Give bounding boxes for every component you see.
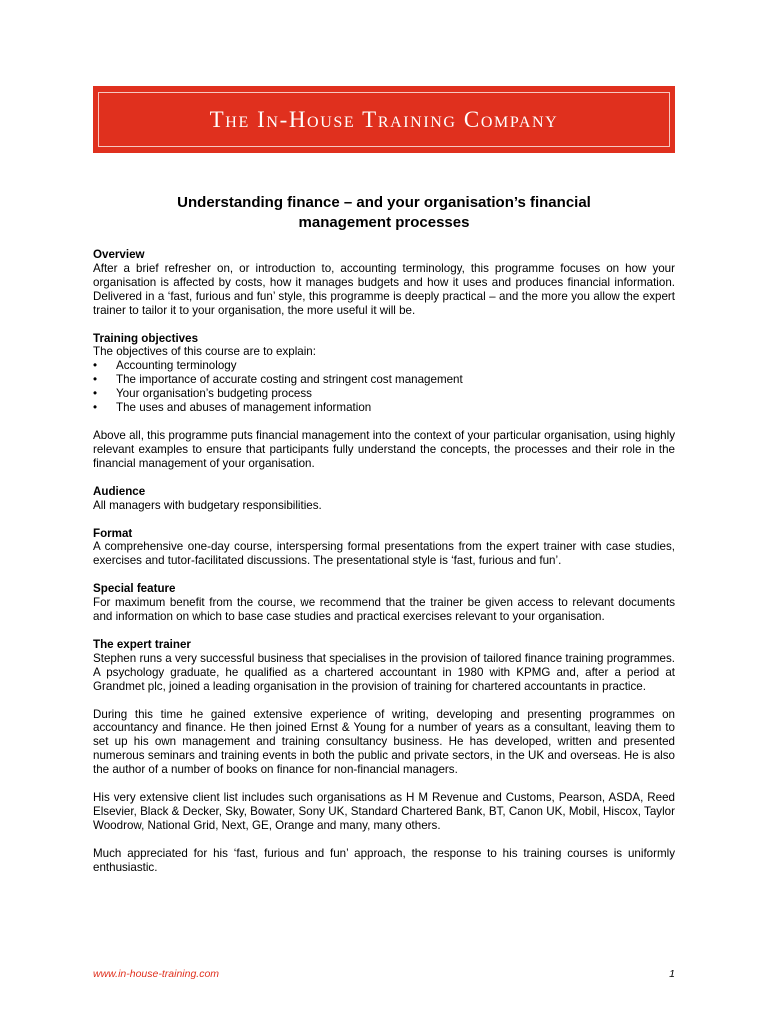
audience-heading: Audience <box>93 484 146 498</box>
document-body <box>93 248 675 875</box>
objectives-heading: Training objectives <box>93 331 199 345</box>
website-link[interactable]: www.in-house-training.com <box>93 968 220 980</box>
company-banner <box>93 86 675 153</box>
list-item: • The importance of accurate costing and stringent cost management <box>93 373 675 387</box>
list-item: • Your organisation’s budgeting process <box>93 387 675 401</box>
audience-text: All managers with budgetary responsibilities. <box>93 498 322 512</box>
document-title-line-2: management processes <box>298 214 470 231</box>
format-heading: Format <box>93 526 133 540</box>
format-text: A comprehensive one-day course, interspersing formal presentations from the expert trainer with case studies, exercises and tutor-facilitated discussions. The presentational style is ‘fast, furious and fun’. <box>93 540 675 568</box>
company-name: The In-House Training Company <box>209 106 559 132</box>
trainer-paragraph-4: Much appreciated for his ‘fast, furious and fun’ approach, the response to his training courses is uniformly enthusiastic. <box>93 846 675 874</box>
trainer-paragraph-2: During this time he gained extensive experience of writing, developing and presenting programmes on accountancy and finance. He then joined Ernst & Young for a number of years as a consultant, leaving them to set up his own management and training consultancy business. He has developed, written and presented numerous seminars and training events in both the public and private sectors, in the UK and overseas. He is also the author of a number of books on finance for non-financial managers. <box>93 707 675 777</box>
document-title <box>93 193 675 233</box>
objectives-list <box>93 359 675 415</box>
overview-heading: Overview <box>93 248 145 261</box>
document-title-line-1: Understanding finance – and your organisation’s financial <box>177 194 591 211</box>
special-feature-heading: Special feature <box>93 582 176 596</box>
objectives-intro: The objectives of this course are to explain: <box>93 345 316 359</box>
objectives-summary: Above all, this programme puts financial management into the context of your particular organisation, using highly relevant examples to ensure that participants fully understand the concepts, the processes and their role in the financial management of your organisation. <box>93 428 675 470</box>
trainer-heading: The expert trainer <box>93 637 191 651</box>
overview-text: After a brief refresher on, or introduction to, accounting terminology, this programme focuses on how your organisation is affected by costs, how it manages budgets and how it uses and produces financial information. Delivered in a ‘fast, furious and fun’ style, this programme is deeply practical – and the more you allow the expert trainer to tailor it to your organisation, the more useful it will be. <box>93 261 675 317</box>
trainer-paragraph-1: Stephen runs a very successful business that specialises in the provision of tailored finance training programmes. A psychology graduate, he qualified as a chartered accountant in 1980 with KPMG and, after a period at Grandmet plc, joined a leading organisation in the provision of training for chartered accountants in practice. <box>93 651 675 693</box>
list-item: • The uses and abuses of management information <box>93 401 675 415</box>
special-feature-text: For maximum benefit from the course, we recommend that the trainer be given access to relevant documents and information on which to base case studies and practical exercises relevant to your organisation. <box>93 596 675 624</box>
page-footer <box>93 968 675 980</box>
page-number: 1 <box>669 968 675 980</box>
trainer-paragraph-3: His very extensive client list includes such organisations as H M Revenue and Customs, Pearson, ASDA, Reed Elsevier, Black & Decker, Sky, Bowater, Sony UK, Standard Chartered Bank, BT, Canon UK, Mobil, Hiscox, Taylor Woodrow, National Grid, Next, GE, Orange and many, many others. <box>93 791 675 832</box>
list-item: • Accounting terminology <box>93 359 675 373</box>
banner-frame <box>98 92 670 147</box>
